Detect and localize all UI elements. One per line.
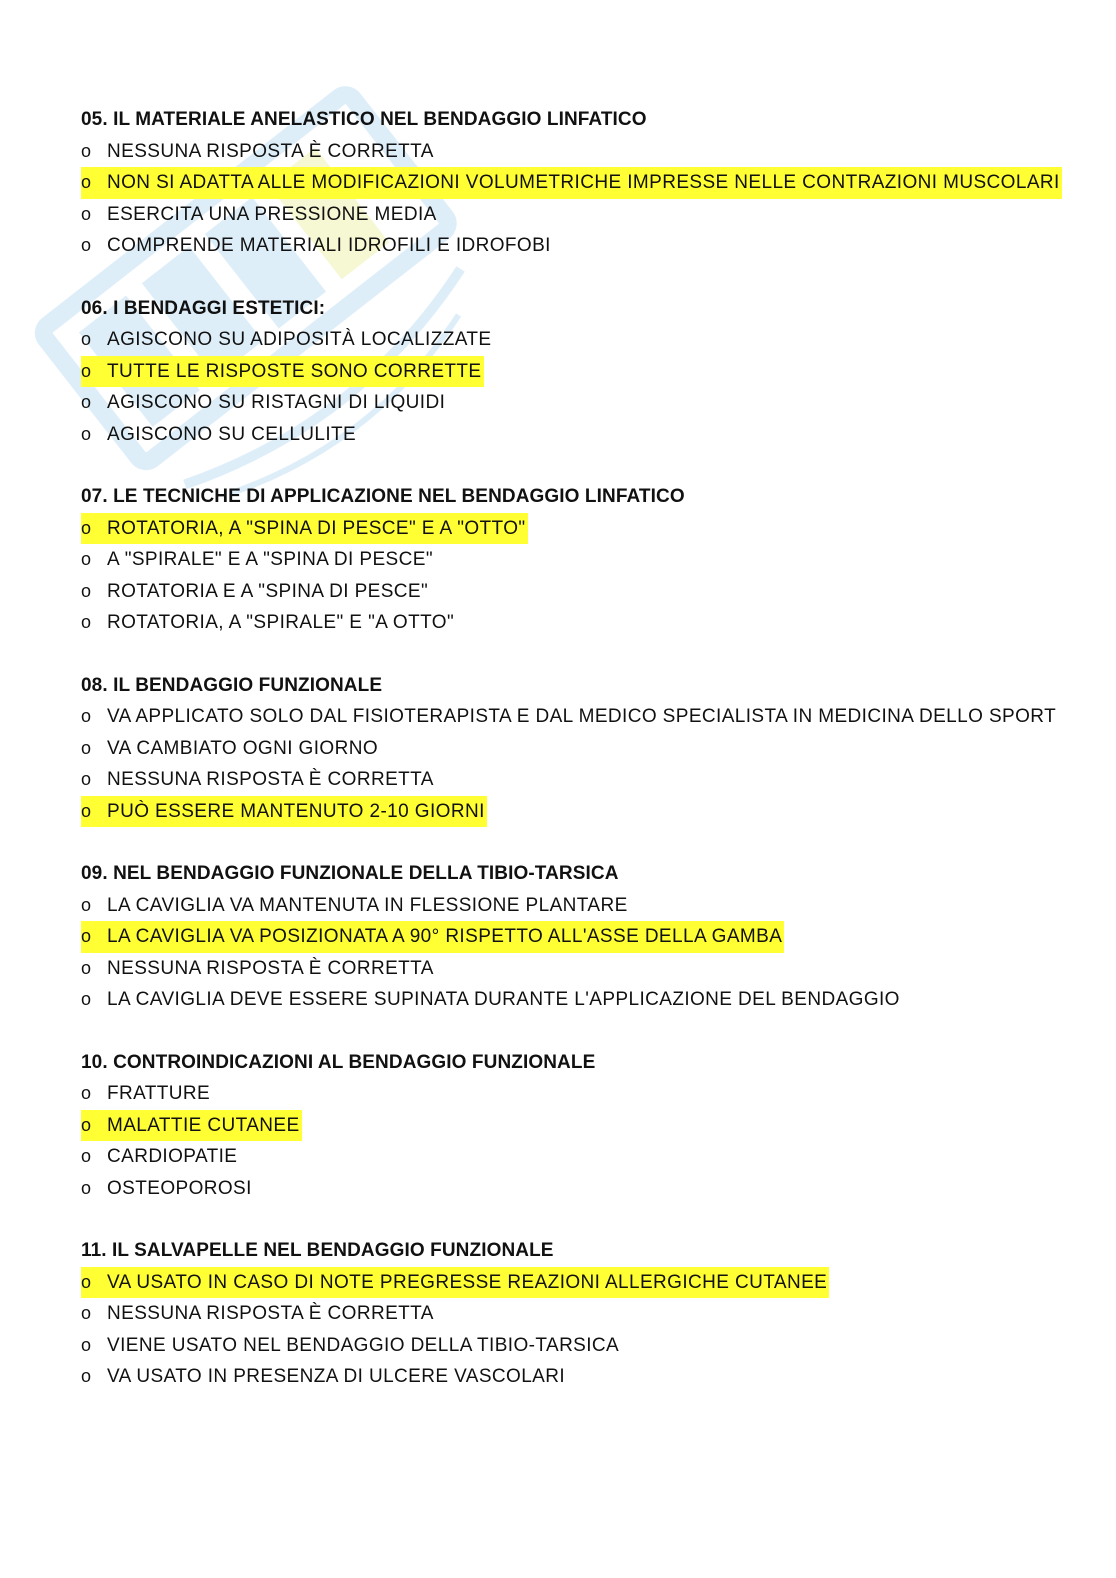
circle-bullet-icon: o <box>81 1366 92 1386</box>
answer-option-highlighted <box>81 921 1071 953</box>
option-content <box>81 607 456 639</box>
circle-bullet-icon: o <box>81 612 92 632</box>
option-content <box>81 356 484 388</box>
circle-bullet-icon: o <box>81 1114 92 1135</box>
option-text: OSTEOPOROSI <box>107 1177 252 1199</box>
question-block <box>81 293 1071 451</box>
option-text: VA APPLICATO SOLO DAL FISIOTERAPISTA E DAL MEDICO SPECIALISTA IN MEDICINA DELLO SPORT <box>107 706 1057 727</box>
answer-option-highlighted <box>81 1267 1071 1299</box>
option-content <box>81 796 487 828</box>
answer-option <box>81 576 1071 608</box>
option-text: MALATTIE CUTANEE <box>107 1114 300 1136</box>
circle-bullet-icon: o <box>81 926 92 946</box>
option-content <box>81 1267 829 1299</box>
option-text: CARDIOPATIE <box>107 1146 238 1167</box>
option-text: PUÒ ESSERE MANTENUTO 2-10 GIORNI <box>107 800 485 822</box>
answer-option <box>81 701 1071 733</box>
option-content <box>81 1298 436 1330</box>
option-text: TUTTE LE RISPOSTE SONO CORRETTE <box>107 360 482 382</box>
answer-option <box>81 1330 1071 1362</box>
question-block <box>81 1047 1071 1205</box>
answer-option <box>81 324 1071 356</box>
option-text: ROTATORIA, A "SPINA DI PESCE" E A "OTTO" <box>107 517 526 539</box>
option-text: VA USATO IN PRESENZA DI ULCERE VASCOLARI <box>107 1366 566 1387</box>
question-block <box>81 1235 1071 1393</box>
circle-bullet-icon: o <box>81 1146 92 1166</box>
circle-bullet-icon: o <box>81 517 92 538</box>
option-content <box>81 1173 254 1205</box>
option-content <box>81 387 447 419</box>
option-text: LA CAVIGLIA VA POSIZIONATA A 90° RISPETTO ALL'ASSE DELLA GAMBA <box>107 926 783 947</box>
option-content <box>81 324 493 356</box>
question-title: 08. IL BENDAGGIO FUNZIONALE <box>81 674 383 696</box>
question-title: 07. LE TECNICHE DI APPLICAZIONE NEL BENDAGGIO LINFATICO <box>81 486 685 507</box>
option-content <box>81 1141 239 1173</box>
answer-option-highlighted <box>81 167 1071 199</box>
circle-bullet-icon: o <box>81 800 92 821</box>
question-title: 05. IL MATERIALE ANELASTICO NEL BENDAGGIO LINFATICO <box>81 109 647 130</box>
answer-option <box>81 199 1071 231</box>
circle-bullet-icon: o <box>81 549 92 569</box>
question-title: 10. CONTROINDICAZIONI AL BENDAGGIO FUNZIONALE <box>81 1051 596 1073</box>
circle-bullet-icon: o <box>81 140 92 161</box>
answer-option <box>81 136 1071 168</box>
circle-bullet-icon: o <box>81 706 92 726</box>
option-content <box>81 576 430 608</box>
answer-option <box>81 230 1071 262</box>
option-text: NESSUNA RISPOSTA È CORRETTA <box>107 140 434 162</box>
option-content <box>81 921 784 953</box>
option-text: LA CAVIGLIA DEVE ESSERE SUPINATA DURANTE L'APPLICAZIONE DEL BENDAGGIO <box>107 989 900 1010</box>
circle-bullet-icon: o <box>81 580 92 601</box>
answer-option-highlighted <box>81 796 1071 828</box>
question-block <box>81 481 1071 639</box>
option-text: AGISCONO SU CELLULITE <box>107 423 357 445</box>
circle-bullet-icon: o <box>81 1177 92 1198</box>
answer-option-highlighted <box>81 1110 1071 1142</box>
option-content <box>81 984 902 1016</box>
circle-bullet-icon: o <box>81 1303 92 1323</box>
circle-bullet-icon: o <box>81 329 92 349</box>
question-title: 06. I BENDAGGI ESTETICI: <box>81 297 326 319</box>
option-content <box>81 1330 621 1362</box>
answer-option <box>81 984 1071 1016</box>
answer-option <box>81 1141 1071 1173</box>
option-content <box>81 953 436 985</box>
circle-bullet-icon: o <box>81 894 92 915</box>
circle-bullet-icon: o <box>81 203 92 224</box>
answer-option <box>81 1078 1071 1110</box>
option-text: FRATTURE <box>107 1083 211 1104</box>
option-content <box>81 167 1062 199</box>
option-text: A "SPIRALE" E A "SPINA DI PESCE" <box>107 549 433 570</box>
question-block <box>81 104 1071 262</box>
option-content <box>81 230 553 262</box>
answer-option <box>81 764 1071 796</box>
option-content <box>81 199 439 231</box>
answer-option <box>81 953 1071 985</box>
answer-option <box>81 1298 1071 1330</box>
circle-bullet-icon: o <box>81 1271 92 1292</box>
option-text: AGISCONO SU ADIPOSITÀ LOCALIZZATE <box>107 329 492 350</box>
option-text: VA USATO IN CASO DI NOTE PREGRESSE REAZIONI ALLERGICHE CUTANEE <box>107 1271 828 1293</box>
option-text: AGISCONO SU RISTAGNI DI LIQUIDI <box>107 392 446 413</box>
option-content <box>81 1078 212 1110</box>
circle-bullet-icon: o <box>81 1083 92 1103</box>
circle-bullet-icon: o <box>81 392 92 412</box>
option-text: ESERCITA UNA PRESSIONE MEDIA <box>107 203 437 225</box>
option-content <box>81 764 436 796</box>
circle-bullet-icon: o <box>81 989 92 1009</box>
answer-option <box>81 1173 1071 1205</box>
option-content <box>81 136 436 168</box>
circle-bullet-icon: o <box>81 1334 92 1355</box>
answer-option <box>81 544 1071 576</box>
option-text: LA CAVIGLIA VA MANTENUTA IN FLESSIONE PLANTARE <box>107 894 628 916</box>
option-text: NESSUNA RISPOSTA È CORRETTA <box>107 1303 434 1324</box>
circle-bullet-icon: o <box>81 423 92 444</box>
answer-option-highlighted <box>81 356 1071 388</box>
answer-option <box>81 890 1071 922</box>
option-content <box>81 701 1058 733</box>
option-content <box>81 544 435 576</box>
circle-bullet-icon: o <box>81 769 92 789</box>
circle-bullet-icon: o <box>81 172 92 192</box>
answer-option <box>81 1361 1071 1393</box>
option-text: VIENE USATO NEL BENDAGGIO DELLA TIBIO-TARSICA <box>107 1334 620 1356</box>
option-text: ROTATORIA E A "SPINA DI PESCE" <box>107 580 429 602</box>
option-content <box>81 1361 567 1393</box>
option-content <box>81 513 528 545</box>
option-text: ROTATORIA, A "SPIRALE" E "A OTTO" <box>107 612 455 633</box>
question-title: 11. IL SALVAPELLE NEL BENDAGGIO FUNZIONALE <box>81 1240 554 1261</box>
question-title: 09. NEL BENDAGGIO FUNZIONALE DELLA TIBIO-TARSICA <box>81 863 619 884</box>
option-text: NESSUNA RISPOSTA È CORRETTA <box>107 957 434 979</box>
question-block <box>81 858 1071 1016</box>
circle-bullet-icon: o <box>81 360 92 381</box>
circle-bullet-icon: o <box>81 737 92 758</box>
option-text: NON SI ADATTA ALLE MODIFICAZIONI VOLUMETRICHE IMPRESSE NELLE CONTRAZIONI MUSCOLARI <box>107 172 1060 193</box>
quiz-content <box>81 104 1071 1424</box>
circle-bullet-icon: o <box>81 957 92 978</box>
question-block <box>81 670 1071 828</box>
answer-option <box>81 387 1071 419</box>
option-content <box>81 733 380 765</box>
option-text: VA CAMBIATO OGNI GIORNO <box>107 737 379 759</box>
option-content <box>81 890 630 922</box>
circle-bullet-icon: o <box>81 235 92 255</box>
option-content <box>81 419 358 451</box>
answer-option <box>81 607 1071 639</box>
answer-option <box>81 419 1071 451</box>
option-text: COMPRENDE MATERIALI IDROFILI E IDROFOBI <box>107 235 551 256</box>
answer-option <box>81 733 1071 765</box>
option-text: NESSUNA RISPOSTA È CORRETTA <box>107 769 434 790</box>
answer-option-highlighted <box>81 513 1071 545</box>
option-content <box>81 1110 302 1142</box>
